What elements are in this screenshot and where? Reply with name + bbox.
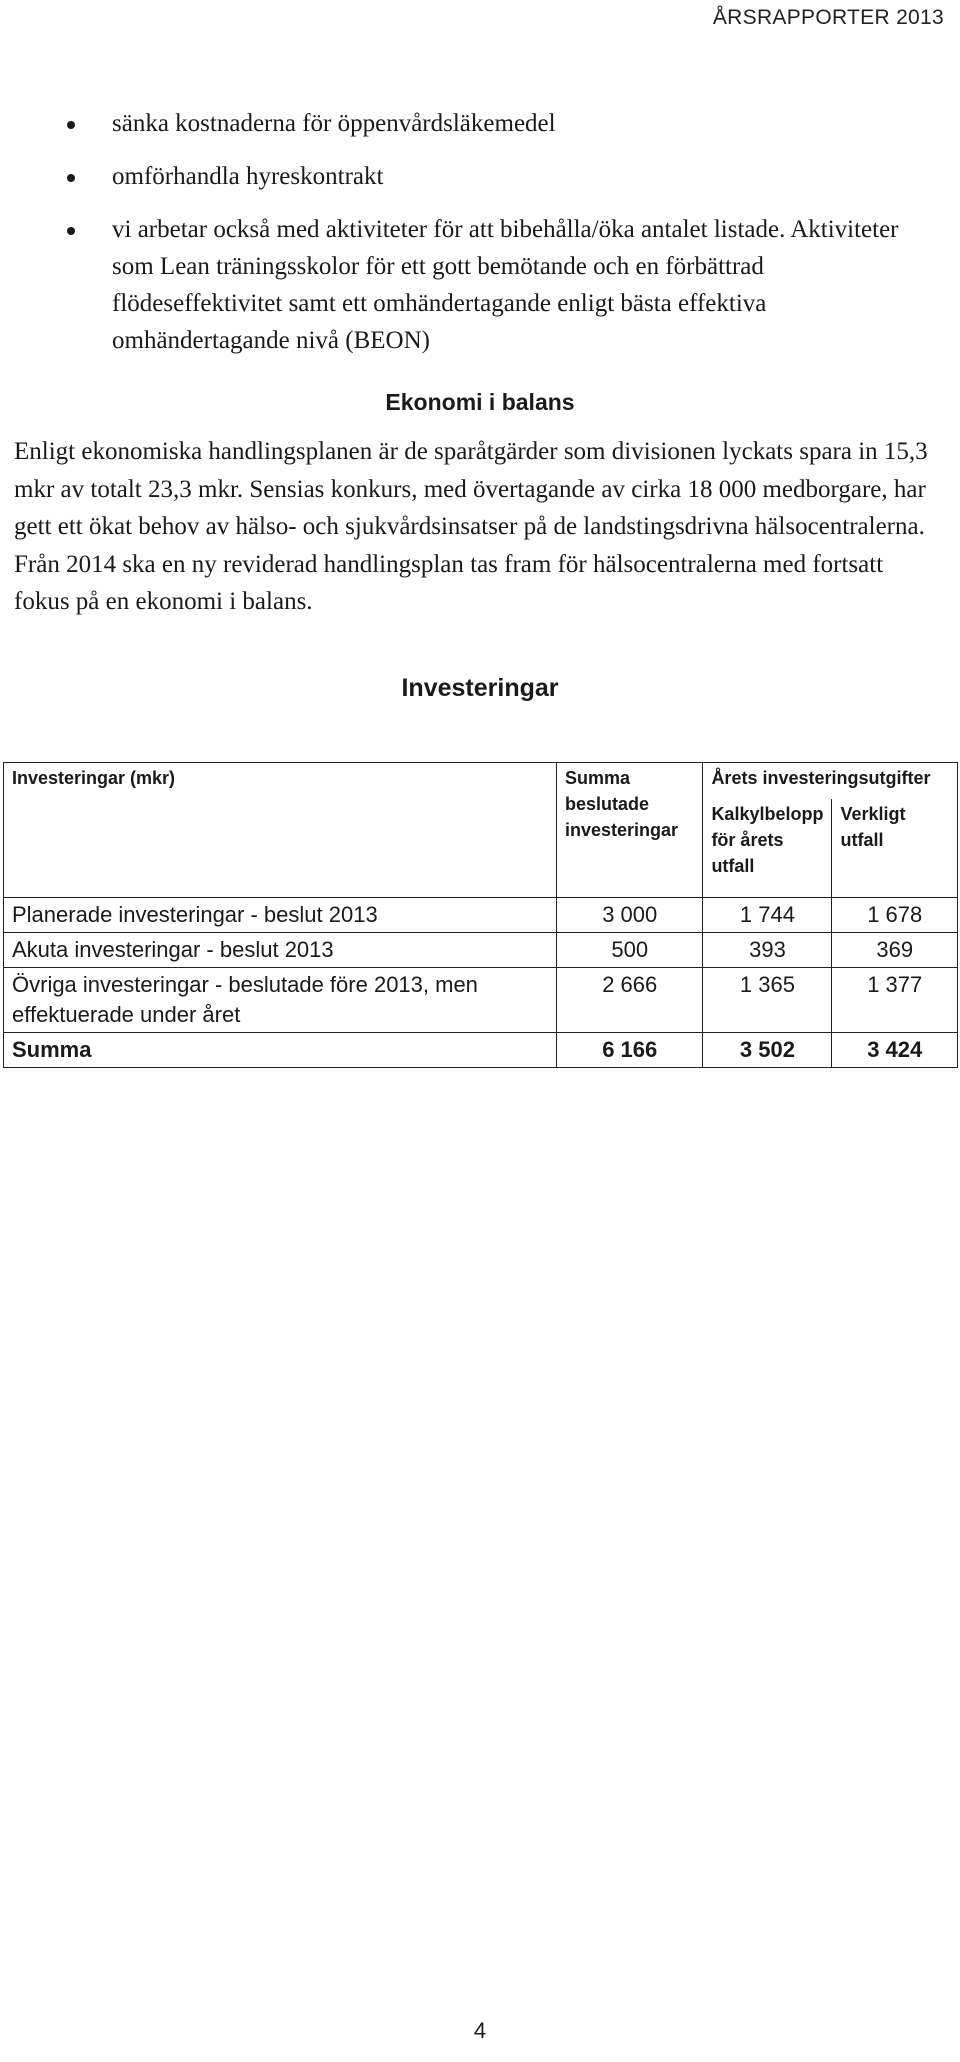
row-summa: 2 666: [557, 968, 703, 1033]
col-header-kalkyl: Kalkylbelopp för årets utfall: [703, 799, 832, 898]
col-header-utfall: Verkligt utfall: [832, 799, 958, 898]
list-item: [60, 105, 930, 142]
row-utfall: 1 678: [832, 898, 958, 933]
total-kalkyl: 3 502: [703, 1033, 832, 1068]
table-total-row: [4, 1033, 958, 1068]
row-label: Övriga investeringar - beslutade före 2013, men effektuerade under året: [4, 968, 557, 1033]
row-label: Planerade investeringar - beslut 2013: [4, 898, 557, 933]
bullet-dot-icon: [67, 121, 75, 129]
row-utfall: 369: [832, 933, 958, 968]
bullet-text: vi arbetar också med aktiviteter för att bibehålla/öka antalet listade. Aktiviteter som Lean träningsskolor för ett gott bemötande och en förbättrad flödeseffektivitet samt ett omhändertagande enligt bästa effektiva omhändertagande nivå (BEON): [112, 216, 899, 354]
row-kalkyl: 1 365: [703, 968, 832, 1033]
bullet-text: omförhandla hyreskontrakt: [112, 163, 384, 190]
section-heading-investeringar: Investeringar: [401, 674, 559, 702]
row-kalkyl: 393: [703, 933, 832, 968]
table-header-row: [4, 763, 958, 799]
row-label: Akuta investeringar - beslut 2013: [4, 933, 557, 968]
page-header-title: ÅRSRAPPORTER 2013: [712, 6, 944, 29]
bullet-text: sänka kostnaderna för öppenvårdsläkemedel: [112, 110, 556, 137]
bullet-dot-icon: [67, 227, 75, 235]
table-row: [4, 933, 958, 968]
investment-table: [3, 762, 958, 1068]
col-header-investeringar: Investeringar (mkr): [4, 763, 557, 898]
row-summa: 500: [557, 933, 703, 968]
group-header-arets: Årets investeringsutgifter: [703, 763, 958, 799]
section-heading-ekonomi: Ekonomi i balans: [385, 389, 575, 415]
row-summa: 3 000: [557, 898, 703, 933]
bullet-dot-icon: [67, 174, 75, 182]
ekonomi-paragraph: Enligt ekonomiska handlingsplanen är de sparåtgärder som divisionen lyckats spara in 15,3 mkr av totalt 23,3 mkr. Sensias konkurs, med övertagande av cirka 18 000 medborgare, har gett ett ökat behov av hälso- och sjukvårdsinsatser på de landstingsdrivna hälsocentralerna. Från 2014 ska en ny reviderad handlingsplan tas fram för hälsocentralerna med fortsatt fokus på en ekonomi i balans.: [14, 438, 928, 615]
total-summa: 6 166: [557, 1033, 703, 1068]
table-row: [4, 968, 958, 1033]
row-kalkyl: 1 744: [703, 898, 832, 933]
list-item: [60, 211, 930, 359]
list-item: [60, 158, 930, 195]
total-label: Summa: [4, 1033, 557, 1068]
col-header-summa: Summa beslutade investeringar: [557, 763, 703, 898]
total-utfall: 3 424: [832, 1033, 958, 1068]
row-utfall: 1 377: [832, 968, 958, 1033]
table-row: [4, 898, 958, 933]
page-number: 4: [473, 2018, 487, 2043]
bullet-list: [60, 105, 930, 375]
